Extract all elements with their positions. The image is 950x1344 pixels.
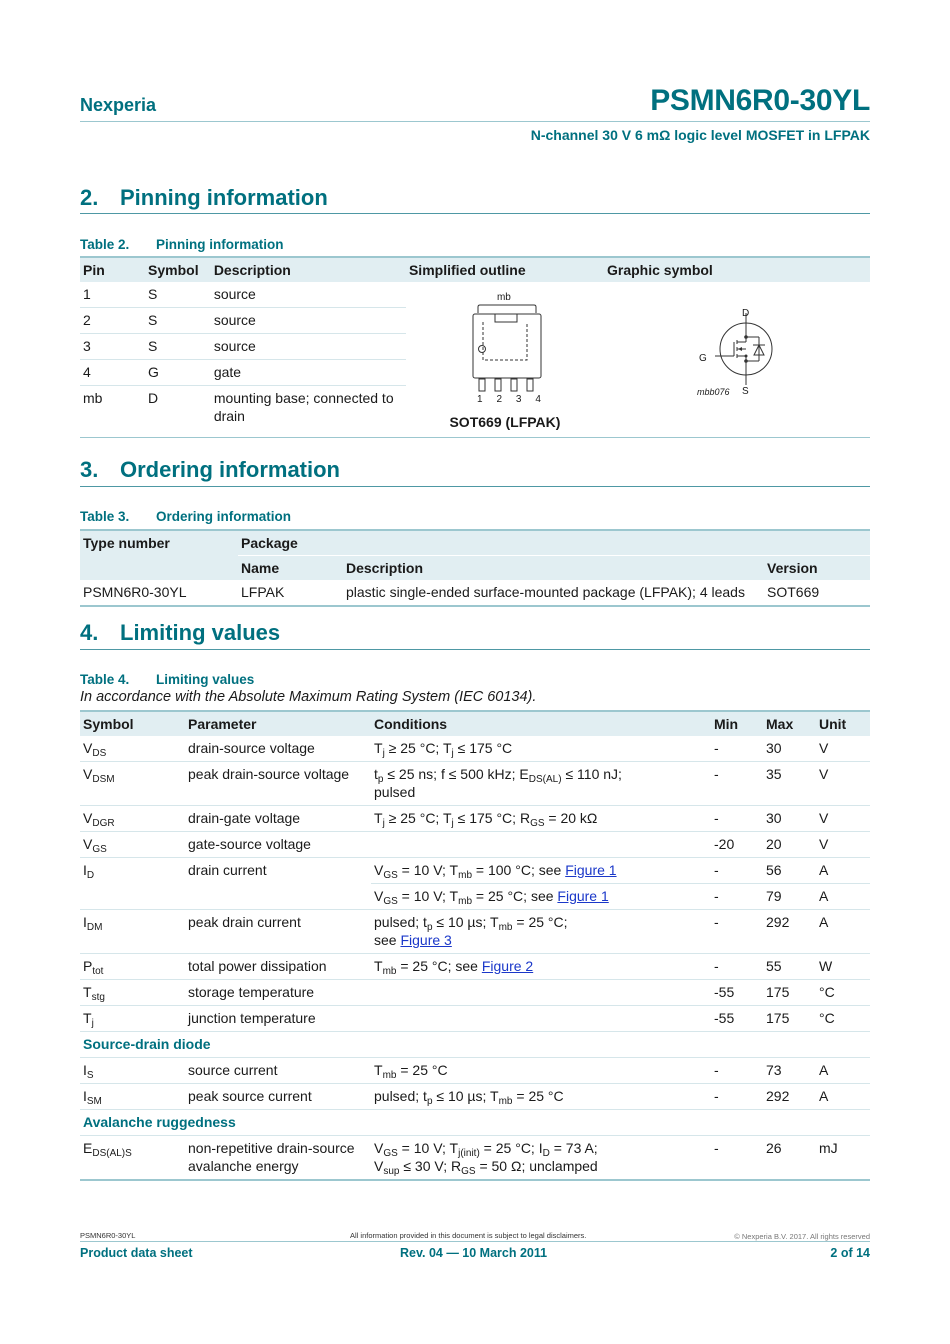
min-cell: - — [711, 884, 763, 910]
symbol-cell: S — [145, 334, 211, 360]
min-cell: -55 — [711, 1006, 763, 1032]
col-symbol: Symbol — [145, 257, 211, 282]
figure-2-link[interactable]: Figure 2 — [481, 958, 534, 974]
group-header-row — [80, 1032, 870, 1058]
max-cell: 30 — [763, 806, 816, 832]
source-label: S — [742, 386, 749, 397]
parameter-cell: drain-gate voltage — [185, 806, 371, 832]
mosfet-symbol-icon — [607, 285, 867, 395]
symbol-ref-label: mbb076 — [697, 387, 730, 397]
document-subtitle: N-channel 30 V 6 mΩ logic level MOSFET in LFPAK — [530, 127, 870, 143]
ordering-table — [80, 529, 870, 607]
symbol-base: T — [83, 1010, 92, 1026]
section-heading-pinning — [80, 185, 328, 211]
unit-cell: V — [819, 740, 829, 756]
conditions-cell: $T_{mb} = 25$ °C; see Figure 2 — [371, 954, 711, 980]
table-row — [80, 954, 870, 980]
symbol-subscript: S — [86, 1070, 94, 1081]
parameter-cell: drain current — [185, 858, 371, 910]
min-cell: -20 — [711, 832, 763, 858]
document-title: PSMN6R0-30YL — [650, 84, 870, 117]
symbol-cell — [80, 832, 185, 858]
conditions-cell: $T_{mb} = 25$ °C — [371, 1058, 711, 1084]
section-number: 3. — [80, 457, 99, 482]
symbol-base: V — [83, 766, 93, 782]
conditions-cell: $t_p \le 25$ ns; f ≤ 500 kHz; $E_{DS(AL)} \le 110$ nJ; pulsed — [371, 762, 711, 806]
conditions-text: see — [374, 932, 397, 948]
symbol-base: I — [83, 1062, 87, 1078]
table-caption-pinning — [80, 237, 284, 252]
table-row — [80, 910, 870, 954]
symbol-cell — [80, 858, 185, 910]
symbol-subscript: DSM — [92, 774, 115, 785]
conditions-cell: $V_{GS} = 10$ V; $T_{mb} = 25$ °C; see Figure 1 — [371, 884, 711, 910]
unit-cell: mJ — [816, 1136, 870, 1181]
pin-numbers — [477, 391, 541, 409]
pin-number: 1 — [476, 394, 483, 405]
max-cell: 35 — [763, 762, 816, 806]
col-conditions: Conditions — [371, 711, 711, 736]
table-bottom-rule — [80, 437, 870, 438]
package-description-cell: plastic single-ended surface-mounted package (LFPAK); 4 leads — [346, 584, 745, 600]
symbol-subscript: tot — [92, 966, 104, 977]
symbol-base: V — [83, 740, 93, 756]
symbol-cell — [80, 1136, 185, 1181]
conditions-cell: $V_{GS} = 10$ V; $T_{j(init)} = 25$ °C; $I_D = 73$ A; $V_{sup} \le 30$ V; $R_{GS} = 50$ Ω; unclamped — [371, 1136, 711, 1181]
parameter-cell: storage temperature — [185, 980, 371, 1006]
table-row — [80, 736, 870, 762]
drain-label: D — [742, 308, 750, 319]
parameter-cell: junction temperature — [185, 1006, 371, 1032]
section-number: 2. — [80, 185, 99, 210]
unit-cell: A — [816, 1084, 870, 1110]
symbol-cell — [80, 736, 185, 762]
table-number: Table 2. — [80, 237, 130, 252]
conditions-text: see — [455, 958, 478, 974]
section-divider — [80, 649, 870, 650]
conditions-cell — [371, 980, 711, 1006]
description-cell: source — [211, 334, 406, 360]
symbol-base: V — [83, 810, 93, 826]
footer-divider — [80, 1241, 870, 1242]
symbol-base: E — [83, 1140, 93, 1156]
symbol-cell: S — [148, 286, 158, 302]
limiting-values-table — [80, 710, 870, 1181]
unit-cell: A — [816, 884, 870, 910]
symbol-base: P — [83, 958, 93, 974]
col-description: Description — [211, 257, 406, 282]
symbol-cell — [80, 1084, 185, 1110]
table-number: Table 3. — [80, 509, 130, 524]
footer-revision: Rev. 04 — 10 March 2011 — [400, 1246, 548, 1260]
max-cell: 292 — [763, 910, 816, 954]
symbol-subscript: DS — [92, 748, 107, 759]
col-type-number: Type number — [80, 530, 238, 580]
max-cell: 79 — [763, 884, 816, 910]
mb-label: mb — [496, 292, 511, 303]
max-cell: 175 — [763, 980, 816, 1006]
symbol-cell: D — [145, 386, 211, 448]
unit-cell: V — [816, 806, 870, 832]
unit-cell: A — [816, 858, 870, 884]
symbol-cell — [80, 806, 185, 832]
footer-doc-id: PSMN6R0-30YL — [80, 1231, 136, 1240]
symbol-base: I — [83, 1088, 87, 1104]
outline-cell — [406, 282, 604, 448]
symbol-base: I — [83, 914, 87, 930]
pin-cell: mb — [80, 386, 145, 448]
figure-3-link[interactable]: Figure 3 — [400, 932, 452, 948]
unit-cell: W — [816, 954, 870, 980]
description-cell: mounting base; connected to drain — [211, 386, 406, 448]
section-heading-ordering — [80, 457, 340, 483]
col-description: Description — [343, 556, 764, 581]
unit-cell: °C — [816, 980, 870, 1006]
table-row — [80, 1058, 870, 1084]
symbol-base: V — [83, 836, 93, 852]
table-row — [80, 806, 870, 832]
table-row — [80, 1084, 870, 1110]
table-caption-ordering — [80, 509, 291, 524]
section-number: 4. — [80, 620, 99, 645]
unit-cell: A — [816, 1058, 870, 1084]
brand-name: Nexperia — [80, 95, 157, 115]
symbol-subscript: DS(AL)S — [92, 1148, 132, 1159]
package-label: SOT669 (LFPAK) — [449, 414, 561, 430]
conditions-text: see — [530, 888, 554, 904]
table-row — [80, 1006, 870, 1032]
col-name: Name — [238, 556, 343, 581]
min-cell: - — [711, 806, 763, 832]
description-cell: source — [213, 286, 256, 302]
table-number: Table 4. — [80, 672, 130, 687]
unit-cell: V — [816, 832, 870, 858]
pin-cell: 4 — [80, 360, 145, 386]
symbol-cell: G — [145, 360, 211, 386]
figure-1-link[interactable]: Figure 1 — [565, 862, 617, 878]
conditions-cell — [371, 832, 711, 858]
max-cell: 175 — [763, 1006, 816, 1032]
description-cell: gate — [211, 360, 406, 386]
unit-cell: °C — [816, 1006, 870, 1032]
max-cell: 26 — [763, 1136, 816, 1181]
conditions-cell — [371, 1006, 711, 1032]
table-row — [80, 282, 870, 308]
pin-cell: 2 — [80, 308, 145, 334]
table-row — [80, 832, 870, 858]
section-title: Pinning information — [120, 185, 328, 210]
conditions-text: pulsed — [374, 914, 416, 930]
section-divider — [80, 213, 870, 214]
col-max: Max — [763, 711, 816, 736]
symbol-subscript: SM — [86, 1096, 102, 1107]
package-name-cell: LFPAK — [241, 584, 285, 600]
table-row — [80, 580, 870, 606]
symbol-subscript: j — [91, 1018, 94, 1029]
table-note: In accordance with the Absolute Maximum Rating System (IEC 60134). — [80, 689, 537, 705]
parameter-cell: drain-source voltage — [188, 740, 315, 756]
min-cell: - — [711, 910, 763, 954]
footer-page-number: 2 of 14 — [830, 1246, 870, 1260]
pin-number: 4 — [535, 394, 541, 405]
max-cell: 73 — [763, 1058, 816, 1084]
max-cell: 56 — [763, 858, 816, 884]
type-number-cell: PSMN6R0-30YL — [83, 584, 187, 600]
table-title: Pinning information — [156, 237, 284, 252]
min-cell: - — [714, 740, 719, 756]
col-symbol: Symbol — [80, 711, 185, 736]
conditions-text: see — [538, 862, 562, 878]
parameter-cell: peak drain current — [185, 910, 371, 954]
symbol-cell — [80, 1006, 185, 1032]
table-caption-limiting — [80, 672, 254, 687]
max-cell: 30 — [766, 740, 782, 756]
symbol-cell — [80, 1058, 185, 1084]
max-cell: 20 — [763, 832, 816, 858]
pin-number: 2 — [496, 394, 502, 405]
symbol-subscript: GS — [92, 844, 107, 855]
table-title: Ordering information — [156, 509, 291, 524]
parameter-cell: gate-source voltage — [185, 832, 371, 858]
table-row — [80, 762, 870, 806]
pin-cell: 3 — [80, 334, 145, 360]
group-heading-avalanche: Avalanche ruggedness — [80, 1110, 870, 1136]
pin-cell: 1 — [83, 286, 91, 302]
conditions-text: pulsed — [374, 1088, 416, 1104]
group-heading-source-drain: Source-drain diode — [80, 1032, 870, 1058]
table-title: Limiting values — [156, 672, 255, 687]
package-version-cell: SOT669 — [767, 584, 820, 600]
footer-doc-type: Product data sheet — [80, 1246, 193, 1260]
conditions-cell: $V_{GS} = 10$ V; $T_{mb} = 100$ °C; see Figure 1 — [371, 858, 711, 884]
footer-disclaimer: All information provided in this document is subject to legal disclaimers. — [350, 1231, 587, 1240]
col-outline: Simplified outline — [406, 257, 604, 282]
group-header-row — [80, 1110, 870, 1136]
section-title: Limiting values — [120, 620, 281, 645]
figure-1-link[interactable]: Figure 1 — [557, 888, 609, 904]
col-parameter: Parameter — [185, 711, 371, 736]
conditions-cell: pulsed; $t_p \le 10$ µs; $T_{mb} = 25$ °C — [371, 1084, 711, 1110]
parameter-cell: source current — [185, 1058, 371, 1084]
parameter-cell: non-repetitive drain-source avalanche energy — [185, 1136, 371, 1181]
symbol-cell — [80, 910, 185, 954]
pinning-table — [80, 256, 870, 448]
table-row — [80, 1136, 870, 1181]
conditions-cell: $T_j \ge 25$ °C; $T_j \le 175$ °C — [374, 740, 513, 759]
table-row — [80, 858, 870, 884]
parameter-cell: peak source current — [185, 1084, 371, 1110]
col-min: Min — [711, 711, 763, 736]
min-cell: - — [711, 858, 763, 884]
symbol-cell: S — [145, 308, 211, 334]
col-package: Package — [238, 530, 870, 556]
min-cell: - — [711, 1136, 763, 1181]
symbol-base: T — [83, 984, 92, 1000]
symbol-subscript: DGR — [92, 818, 115, 829]
section-heading-limiting — [80, 620, 280, 646]
description-cell: source — [211, 308, 406, 334]
min-cell: - — [711, 1058, 763, 1084]
symbol-subscript: DM — [86, 922, 103, 933]
section-title: Ordering information — [120, 457, 340, 482]
header-divider — [80, 121, 870, 122]
symbol-cell — [80, 762, 185, 806]
symbol-subscript: D — [86, 870, 95, 881]
table-row — [80, 980, 870, 1006]
max-cell: 55 — [763, 954, 816, 980]
col-unit: Unit — [816, 711, 870, 736]
unit-cell: A — [816, 910, 870, 954]
conditions-cell: $T_j \ge 25$ °C; $T_j \le 175$ °C; $R_{GS} = 20$ kΩ — [371, 806, 711, 832]
symbol-cell — [80, 954, 185, 980]
col-version: Version — [764, 556, 870, 581]
max-cell: 292 — [763, 1084, 816, 1110]
unit-cell: V — [816, 762, 870, 806]
conditions-cell: pulsed; $t_p \le 10$ µs; $T_{mb} = 25$ °C; see Figure 3 — [371, 910, 711, 954]
graphic-symbol-cell — [604, 282, 870, 448]
pin-number: 3 — [515, 394, 522, 405]
symbol-cell — [80, 980, 185, 1006]
gate-label: G — [699, 353, 707, 364]
min-cell: -55 — [711, 980, 763, 1006]
section-divider — [80, 486, 870, 487]
min-cell: - — [711, 954, 763, 980]
footer-copyright: © Nexperia B.V. 2017. All rights reserved — [734, 1232, 870, 1241]
parameter-cell: total power dissipation — [185, 954, 371, 980]
conditions-text: pulsed — [374, 784, 416, 800]
col-pin: Pin — [80, 257, 145, 282]
symbol-base: I — [83, 862, 87, 878]
min-cell: - — [711, 762, 763, 806]
parameter-cell: peak drain-source voltage — [185, 762, 371, 806]
min-cell: - — [711, 1084, 763, 1110]
col-graphic-symbol: Graphic symbol — [604, 257, 870, 282]
symbol-subscript: stg — [91, 992, 105, 1003]
